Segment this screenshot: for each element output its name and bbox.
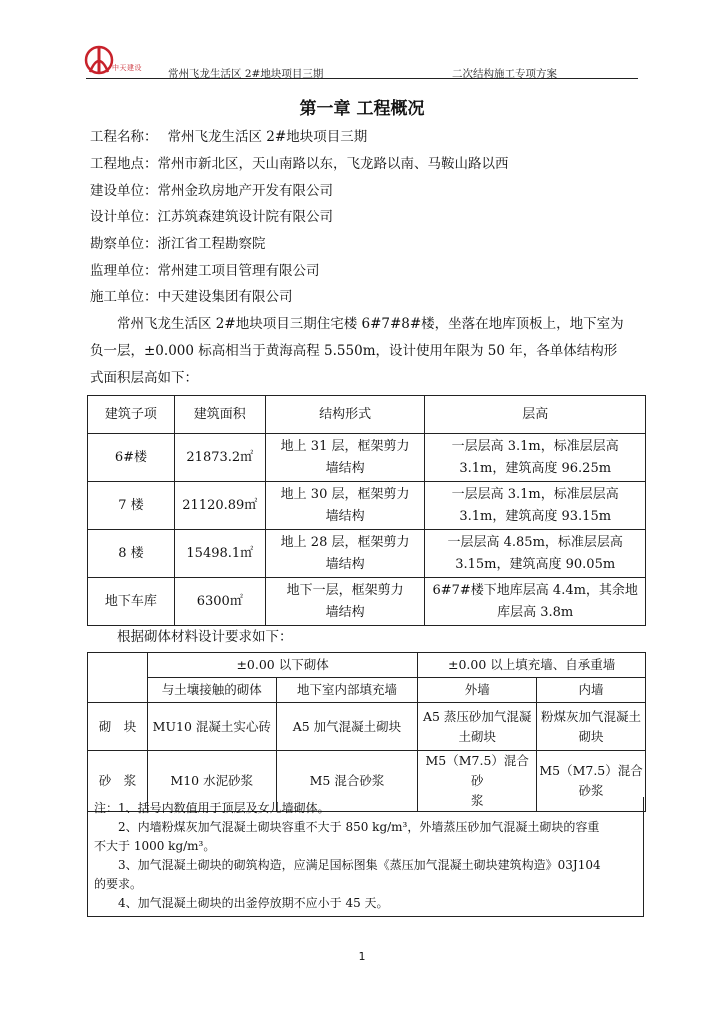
note-line: 的要求。 [94, 877, 143, 891]
table-header-cell: 地下室内部填充墙 [276, 678, 418, 703]
building-structure: 地下一层，框架剪力 墙结构 [265, 578, 425, 626]
info-owner: 建设单位：常州金玖房地产开发有限公司 [90, 183, 333, 199]
table-notes [87, 797, 644, 917]
intro-line-1: 常州飞龙生活区 2#地块项目三期住宅楼 6#7#8#楼，坐落在地库顶板上，地下室为 [117, 316, 624, 332]
info-project-location: 工程地点：常州市新北区，天山南路以东，飞龙路以南、马鞍山路以西 [90, 156, 509, 172]
masonry-table-intro: 根据砌体材料设计要求如下： [117, 629, 293, 645]
info-project-name: 工程名称： 常州飞龙生活区 2#地块项目三期 [90, 129, 368, 145]
table-cell: M5（M7.5）混合 砂浆 [537, 751, 646, 812]
table-subheader-row [88, 678, 646, 703]
table-cell: M5 混合砂浆 [276, 751, 418, 812]
table-header-cell: 与土壤接触的砌体 [147, 678, 276, 703]
table-row [88, 530, 646, 578]
table-cell: MU10 混凝土实心砖 [147, 703, 276, 751]
table-header-row [88, 396, 646, 434]
info-surveyor: 勘察单位：浙江省工程勘察院 [90, 236, 266, 252]
table-row [88, 434, 646, 482]
group-below-grade: ±0.00 以下砌体 [147, 653, 417, 678]
page-number: 1 [358, 950, 366, 963]
table-row [88, 703, 646, 751]
info-contractor: 施工单位：中天建设集团有限公司 [90, 289, 293, 305]
info-supervisor: 监理单位：常州建工项目管理有限公司 [90, 263, 320, 279]
header-divider [86, 78, 638, 79]
intro-line-2: 负一层，±0.000 标高相当于黄海高程 5.550m，设计使用年限为 50 年，各单体结构形 [90, 343, 618, 359]
table-header-cell: 内墙 [537, 678, 646, 703]
table-header-cell: 结构形式 [265, 396, 425, 434]
note-line: 2、内墙粉煤灰加气混凝土砌块容重不大于 850 kg/m³，外墙蒸压砂加气混凝土砌块的容重 [94, 820, 600, 834]
masonry-table [87, 652, 646, 812]
table-cell: A5 蒸压砂加气混凝 土砌块 [418, 703, 537, 751]
building-area: 15498.1㎡ [174, 530, 265, 578]
table-cell: A5 加气混凝土砌块 [276, 703, 418, 751]
table-corner-cell [88, 653, 148, 703]
building-height: 一层层高 4.85m，标准层层高 3.15m，建筑高度 90.05m [425, 530, 646, 578]
table-row [88, 578, 646, 626]
table-header-cell: 建筑面积 [174, 396, 265, 434]
building-height: 一层层高 3.1m，标准层层高 3.1m，建筑高度 96.25m [425, 434, 646, 482]
building-area: 6300㎡ [174, 578, 265, 626]
group-above-grade: ±0.00 以上填充墙、自承重墙 [418, 653, 646, 678]
building-name: 地下车库 [88, 578, 175, 626]
note-line: 4、加气混凝土砌块的出釜停放期不应小于 45 天。 [94, 896, 389, 910]
building-height: 6#7#楼下地库层高 4.4m，其余地 库层高 3.8m [425, 578, 646, 626]
building-table [87, 395, 646, 626]
building-structure: 地上 28 层，框架剪力 墙结构 [265, 530, 425, 578]
note-line: 不大于 1000 kg/m³。 [94, 839, 216, 853]
header-project-name: 常州飞龙生活区 2#地块项目三期 [168, 68, 324, 80]
info-designer: 设计单位：江苏筑森建筑设计院有限公司 [90, 209, 333, 225]
table-header-cell: 建筑子项 [88, 396, 175, 434]
building-name: 8 楼 [88, 530, 175, 578]
table-cell: M10 水泥砂浆 [147, 751, 276, 812]
note-line: 注：1、括号内数值用于顶层及女儿墙砌体。 [94, 801, 330, 815]
intro-line-3: 式面积层高如下： [90, 370, 198, 386]
building-height: 一层层高 3.1m，标准层层高 3.1m，建筑高度 93.15m [425, 482, 646, 530]
building-structure: 地上 31 层，框架剪力 墙结构 [265, 434, 425, 482]
table-header-cell: 外墙 [418, 678, 537, 703]
row-label: 砌 块 [88, 703, 148, 751]
building-area: 21120.89㎡ [174, 482, 265, 530]
building-area: 21873.2㎡ [174, 434, 265, 482]
note-line: 3、加气混凝土砌块的砌筑构造，应满足国标图集《蒸压加气混凝土砌块建筑构造》03J104 [94, 858, 601, 872]
logo-text: 中天建设 [112, 64, 142, 72]
table-header-row [88, 653, 646, 678]
building-name: 6#楼 [88, 434, 175, 482]
building-structure: 地上 30 层，框架剪力 墙结构 [265, 482, 425, 530]
table-row [88, 482, 646, 530]
table-header-cell: 层高 [425, 396, 646, 434]
chapter-title: 第一章 工程概况 [299, 99, 425, 119]
building-name: 7 楼 [88, 482, 175, 530]
row-label: 砂 浆 [88, 751, 148, 812]
table-cell: 粉煤灰加气混凝土 砌块 [537, 703, 646, 751]
table-cell: M5（M7.5）混合砂 浆 [418, 751, 537, 812]
header-document-title: 二次结构施工专项方案 [452, 68, 557, 80]
